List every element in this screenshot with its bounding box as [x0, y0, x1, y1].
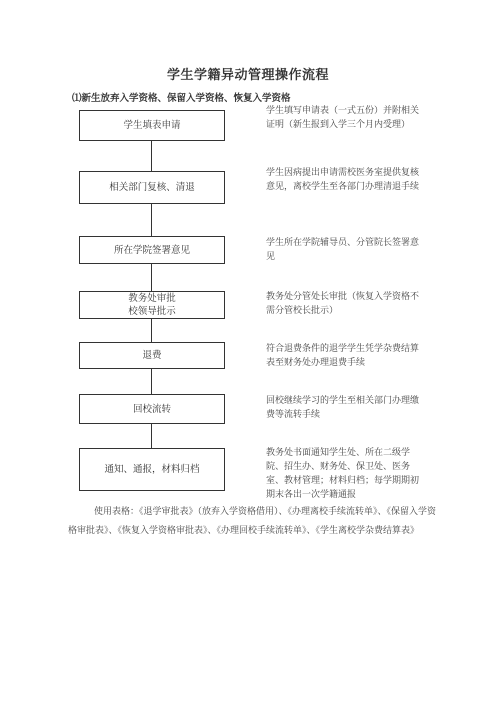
step-box-college-opinion — [79, 236, 225, 264]
step-box-review — [79, 171, 225, 204]
step-box-approval — [79, 291, 225, 319]
step-box-return — [79, 394, 225, 424]
step-label: 教务处审批 — [128, 293, 176, 304]
connector-5 — [151, 368, 152, 394]
step-label: 学生填表申请 — [123, 120, 181, 131]
forms-used-text: 使用表格：《退学审批表》（放弃入学资格借用）、《办理离校手续流转单》、《保留入学资格审批表》、《恢复入学资格审批表》、《办理回校手续流转单》、《学生离校学杂费结算表》 — [68, 507, 437, 536]
step-note-notify-archive: 教务处书面通知学生处、所在二级学院、招生办、财务处、保卫处、医务室、教材管理；材料归档；每学期期初期末各出一次学籍通报 — [266, 448, 420, 500]
page-title: 学生学籍异动管理操作流程 — [166, 68, 329, 83]
step-label: 相关部门复核、清退 — [109, 182, 195, 193]
step-box-refund — [79, 342, 225, 369]
step-note-approval: 教务处分管处长审批（恢复入学资格不需分管校长批示） — [266, 292, 420, 316]
step-note-apply: 学生填写申请表（一式五份）并附相关证明（新生报到入学三个月内受理） — [266, 106, 420, 130]
step-note-review: 学生因病提出申请需校医务室提供复核意见，离校学生至各部门办理清退手续 — [266, 168, 420, 192]
step-note-college-opinion: 学生所在学院辅导员、分管院长签署意见 — [266, 238, 420, 262]
step-label: 所在学院签署意见 — [113, 244, 190, 256]
step-box-notify-archive — [79, 448, 225, 491]
step-note-return: 回校继续学习的学生至相关部门办理缴费等流转手续 — [266, 396, 420, 420]
connector-3 — [151, 263, 152, 292]
step-label: 退费 — [142, 350, 162, 361]
step-box-apply — [79, 110, 225, 141]
connector-2 — [151, 203, 152, 237]
step-label: 校领导批示 — [128, 306, 176, 317]
connector-4 — [151, 318, 152, 342]
step-label: 通知、通报，材料归档 — [104, 464, 200, 475]
connector-1 — [151, 140, 152, 171]
connector-6 — [151, 423, 152, 448]
section-subtitle: ⑴新生放弃入学资格、保留入学资格、恢复入学资格 — [72, 93, 291, 104]
step-note-refund: 符合退费条件的退学学生凭学杂费结算表至财务处办理退费手续 — [266, 344, 420, 368]
step-label: 回校流转 — [132, 403, 171, 415]
